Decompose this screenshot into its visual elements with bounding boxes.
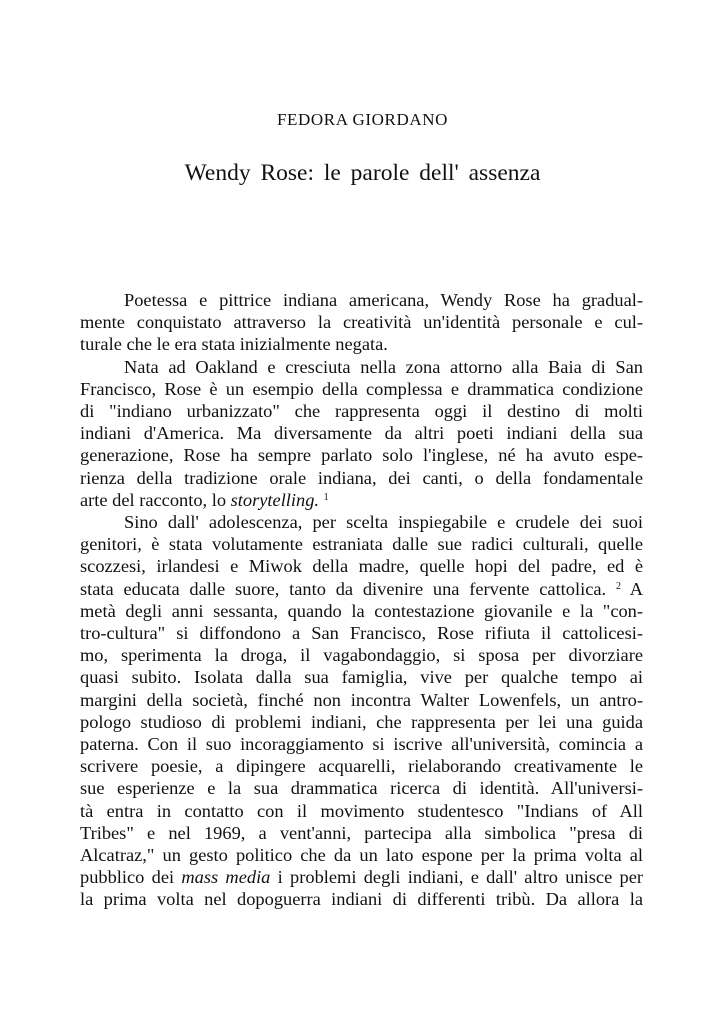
article-body: [80, 289, 643, 911]
text-segment: A: [629, 578, 643, 599]
text-line: [80, 866, 643, 888]
text-line: Alcatraz," un gesto politico che da un lato espone per la prima volta al: [80, 845, 643, 866]
text-line: Poetessa e pittrice indiana americana, Wendy Rose ha gradual-: [124, 290, 643, 310]
text-line: tro-cultura" si diffondono a San Francisco, Rose rifiuta il cattolicesi-: [80, 623, 643, 644]
text-segment: i problemi degli indiani, e dall' altro unisce per: [277, 867, 643, 888]
italic-term: storytelling.: [230, 489, 320, 510]
text-line: margini della società, finché non incontra Walter Lowenfels, un antro-: [80, 689, 643, 710]
text-line: mente conquistato attraverso la creatività un'identità personale e cul-: [80, 312, 643, 333]
text-line: turale che le era stata inizialmente negata.: [80, 334, 388, 355]
italic-term: mass media: [181, 867, 271, 888]
text-line: mo, sperimenta la droga, il vagabondaggio, si sposa per divorziare: [80, 645, 643, 666]
text-line: Sino dall' adolescenza, per scelta inspiegabile e crudele dei suoi: [124, 512, 643, 533]
text-line: pologo studioso di problemi indiani, che rappresenta per lei una guida: [80, 711, 643, 732]
text-segment: stata educata dalle suore, tanto da divenire una fervente cattolica.: [80, 578, 607, 599]
text-line: di "indiano urbanizzato" che rappresenta oggi il destino di molti: [80, 401, 643, 422]
text-line: [80, 578, 643, 600]
author-name: FEDORA GIORDANO: [277, 110, 448, 129]
text-line: Tribes" e nel 1969, a vent'anni, partecipa alla simbolica "presa di: [80, 822, 643, 843]
text-line: scrivere poesie, a dipingere acquarelli, rielaborando creativamente le: [80, 756, 643, 777]
text-line: rienza della tradizione orale indiana, dei canti, o della fondamentale: [80, 467, 643, 488]
text-line: indiani d'America. Ma diversamente da altri poeti indiani della sua: [80, 423, 643, 444]
text-line: paterna. Con il suo incoraggiamento si iscrive all'università, comincia a: [80, 734, 643, 755]
text-line: genitori, è stata volutamente estraniata dalle sue radici culturali, quelle: [80, 534, 643, 555]
text-line: generazione, Rose ha sempre parlato solo l'inglese, né ha avuto espe-: [80, 445, 643, 466]
footnote-marker: 1: [323, 491, 329, 503]
text-line: tà entra in contatto con il movimento studentesco "Indians of All: [80, 800, 643, 821]
text-line: la prima volta nel dopoguerra indiani di differenti tribù. Da allora la: [80, 889, 643, 910]
text-line: Nata ad Oakland e cresciuta nella zona attorno alla Baia di San: [124, 356, 643, 377]
article-title: Wendy Rose: le parole dell' assenza: [184, 160, 541, 186]
text-line: sue esperienze e la sua drammatica ricerca di identità. All'universi-: [80, 778, 643, 799]
footnote-marker: 2: [615, 580, 621, 592]
text-line: quasi subito. Isolata dalla sua famiglia, vive per qualche tempo ai: [80, 667, 643, 688]
text-line: scozzesi, irlandesi e Miwok della madre, quelle hopi del padre, ed è: [80, 556, 643, 577]
text-line: metà degli anni sessanta, quando la contestazione giovanile e la "con-: [80, 600, 643, 621]
text-segment: pubblico dei: [80, 867, 175, 888]
text-segment: arte del racconto, lo: [80, 489, 227, 510]
text-line: Francisco, Rose è un esempio della complessa e drammatica condizione: [80, 378, 643, 399]
text-line: [80, 489, 643, 511]
